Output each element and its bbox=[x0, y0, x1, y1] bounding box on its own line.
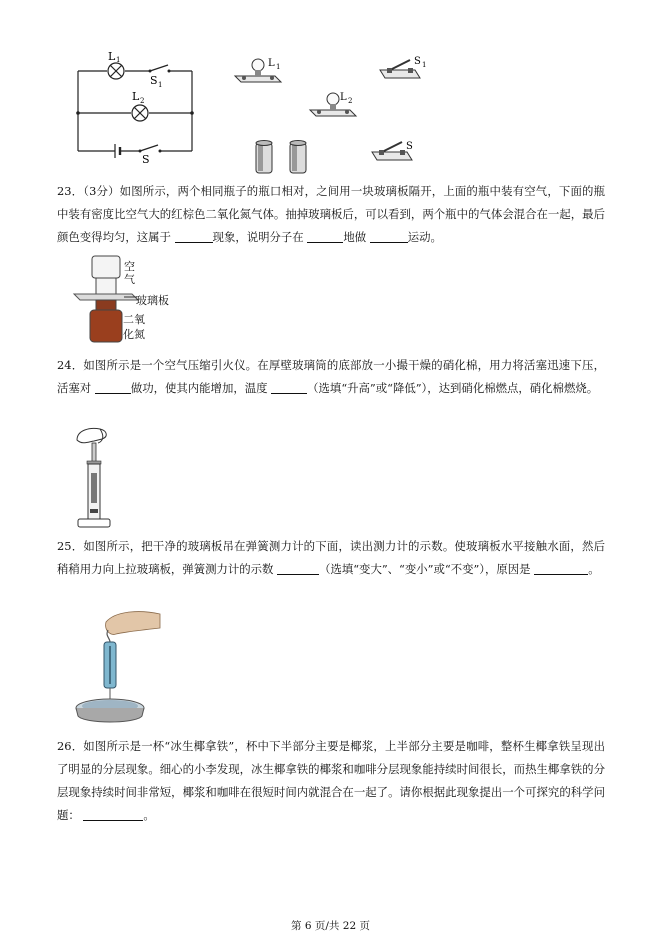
circuit-components-figure bbox=[230, 48, 430, 178]
question-text: 如图所示是一杯“冰生椰拿铁”，杯中下半部分主要是椰浆，上半部分主要是咖啡，整杯生椰拿铁呈现出了明显的分层现象。细心的小李发现，冰生椰拿铁的椰浆和咖啡分层现象能持续时间很长，而热生椰拿铁的分层现象持续时间非常短，椰浆和咖啡在很短时间内就混合在一起了。请你根据此现象提出一个可探究的科学问题： bbox=[57, 739, 605, 822]
question-26 bbox=[57, 735, 605, 827]
label-s1-sub: 1 bbox=[158, 81, 163, 89]
label-no2-b: 化氮 bbox=[123, 328, 145, 341]
question-text: 如图所示，把干净的玻璃板吊在弹簧测力计的下面，读出测力计的示数。使玻璃板水平接触水面，然后稍稍用力向上拉玻璃板，弹簧测力计的示数 bbox=[57, 539, 605, 576]
question-text: 。 bbox=[588, 562, 600, 576]
question-text: 地做 bbox=[343, 230, 367, 244]
question-text: 做功，使其内能增加，温度 bbox=[130, 381, 268, 395]
answer-blank[interactable] bbox=[534, 561, 588, 575]
comp-label-l2-sub: 2 bbox=[348, 97, 353, 105]
leader-line bbox=[124, 293, 138, 301]
label-glass: 玻璃板 bbox=[136, 294, 169, 307]
answer-blank[interactable] bbox=[307, 229, 343, 243]
question-number: 24． bbox=[57, 358, 84, 372]
label-no2-a: 二氧 bbox=[123, 313, 145, 326]
page-footer: 第 6 页/共 22 页 bbox=[291, 920, 370, 932]
answer-blank[interactable] bbox=[83, 807, 143, 821]
label-l2: L bbox=[132, 90, 140, 103]
fire-syringe-figure bbox=[72, 425, 122, 531]
label-l2-sub: 2 bbox=[140, 97, 145, 105]
label-s: S bbox=[142, 153, 150, 166]
comp-label-s1-sub: 1 bbox=[422, 61, 427, 69]
question-text: 如图所示，两个相同瓶子的瓶口相对，之间用一块玻璃板隔开，上面的瓶中装有空气，下面的瓶中装有密度比空气大的红棕色二氧化氮气体。抽掉玻璃板后，可以看到，两个瓶中的气体会混合在一起，最后颜色变得均匀，这属于 bbox=[57, 184, 605, 244]
label-air: 空气 bbox=[124, 260, 135, 286]
label-l1-sub: 1 bbox=[116, 56, 121, 64]
question-text: 运动。 bbox=[407, 230, 442, 244]
label-l1: L bbox=[108, 50, 116, 63]
question-number: 23． bbox=[57, 184, 84, 198]
answer-blank[interactable] bbox=[271, 380, 307, 394]
spring-scale-figure bbox=[72, 608, 164, 726]
comp-label-l1-sub: 1 bbox=[276, 63, 281, 71]
answer-blank[interactable] bbox=[277, 561, 319, 575]
comp-label-s1: S bbox=[414, 56, 421, 67]
comp-label-l2: L bbox=[340, 92, 347, 103]
question-text: （选填“变大”、“变小”或“不变”），原因是 bbox=[319, 562, 531, 576]
question-text: 如图所示是一个空气压缩引火仪。在厚壁玻璃筒的底部放一小撮干燥的硝化棉，用力将活塞迅速下压，活塞对 bbox=[57, 358, 605, 395]
question-text: 现象，说明分子在 bbox=[212, 230, 304, 244]
question-23 bbox=[57, 180, 605, 249]
question-text: （选填“升高”或“降低”），达到硝化棉燃点，硝化棉燃烧。 bbox=[307, 381, 599, 395]
question-text: 。 bbox=[143, 808, 155, 822]
question-24 bbox=[57, 354, 605, 400]
question-number: 25． bbox=[57, 539, 84, 553]
battery-icon bbox=[256, 141, 272, 174]
answer-blank[interactable] bbox=[95, 380, 131, 394]
comp-label-l1: L bbox=[268, 58, 275, 69]
circuit-diagram bbox=[70, 48, 200, 168]
question-25 bbox=[57, 535, 605, 581]
question-number: 26． bbox=[57, 739, 84, 753]
answer-blank[interactable] bbox=[370, 229, 408, 243]
battery-icon bbox=[290, 141, 306, 174]
label-s1: S bbox=[150, 74, 158, 87]
comp-label-s: S bbox=[406, 141, 413, 152]
question-score: （3分） bbox=[83, 184, 120, 198]
answer-blank[interactable] bbox=[175, 229, 213, 243]
